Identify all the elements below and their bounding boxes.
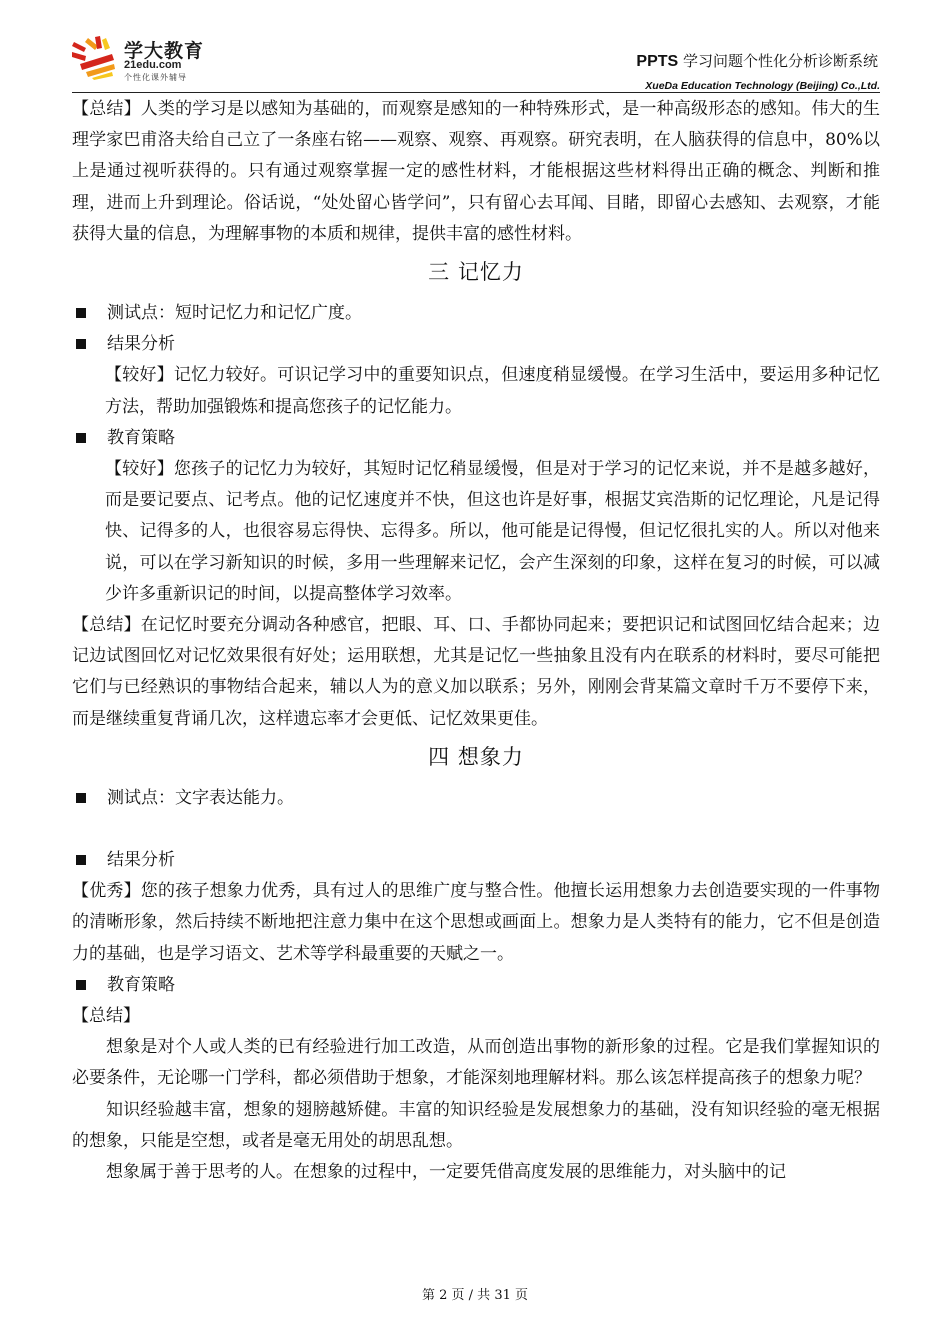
xueda-logo: [72, 32, 232, 84]
memory-result-text: 【较好】记忆力较好。可识记学习中的重要知识点，但速度稍显缓慢。在学习生活中，要运用多种记忆方法，帮助加强锻炼和提高您孩子的记忆能力。: [105, 365, 880, 417]
bullet-square-icon: [76, 855, 86, 865]
company-name: XueDa Education Technology (Beijing) Co.,Ltd.: [645, 80, 880, 92]
header-divider: [72, 92, 880, 93]
page-header: [72, 30, 880, 94]
xueda-logo-mark-icon: [72, 34, 118, 80]
imagination-paragraph-3: 想象属于善于思考的人。在想象的过程中，一定要凭借高度发展的思维能力，对头脑中的记: [106, 1162, 786, 1183]
section-title-memory: 三 记忆力: [428, 260, 524, 285]
logo-url: 21edu.com: [124, 59, 182, 71]
document-body: [72, 94, 880, 1188]
bullet-square-icon: [76, 339, 86, 349]
page-number: 第 2 页 / 共 31 页: [422, 1288, 528, 1303]
system-title-prefix: PPTS: [636, 53, 679, 70]
bullet-test-point: [72, 783, 880, 814]
imagination-summary-label: 【总结】: [72, 1006, 140, 1027]
bullet-text: 结果分析: [107, 334, 175, 355]
bullet-education-strategy: [72, 970, 880, 1001]
memory-summary: 【总结】在记忆时要充分调动各种感官，把眼、耳、口、手都协同起来；要把识记和试图回忆结合起来；边记边试图回忆对记忆效果很有好处；运用联想，尤其是记忆一些抽象且没有内在联系的材料时，要尽可能把它们与已经熟识的事物结合起来，辅以人为的意义加以联系；另外，刚刚会背某篇文章时千万不要停下来，而是继续重复背诵几次，这样遗忘率才会更低、记忆效果更佳。: [72, 615, 880, 729]
bullet-result-analysis: [72, 329, 880, 360]
imagination-result-text: 【优秀】您的孩子想象力优秀，具有过人的思维广度与整合性。他擅长运用想象力去创造要实现的一件事物的清晰形象，然后持续不断地把注意力集中在这个思想或画面上。想象力是人类特有的能力，它不但是创造力的基础，也是学习语文、艺术等学科最重要的天赋之一。: [72, 881, 880, 964]
logo-name: 学大教育: [124, 40, 205, 62]
system-title: [636, 50, 878, 71]
bullet-result-analysis: [72, 845, 880, 876]
bullet-square-icon: [76, 793, 86, 803]
imagination-paragraph-2: 知识经验越丰富，想象的翅膀越矫健。丰富的知识经验是发展想象力的基础，没有知识经验的毫无根据的想象，只能是空想，或者是毫无用处的胡思乱想。: [72, 1099, 880, 1151]
bullet-text: 测试点：短时记忆力和记忆广度。: [107, 303, 362, 324]
intro-summary: 【总结】人类的学习是以感知为基础的，而观察是感知的一种特殊形式，是一种高级形态的感知。伟大的生理学家巴甫洛夫给自己立了一条座右铭——观察、观察、再观察。研究表明，在人脑获得的信息中，80%以上是通过视听获得的。只有通过观察掌握一定的感性材料，才能根据这些材料得出正确的概念、判断和推理，进而上升到理论。俗话说，“处处留心皆学问”，只有留心去耳闻、目睹，即留心去感知、去观察，才能获得大量的信息，为理解事物的本质和规律，提供丰富的感性材料。: [72, 99, 880, 244]
bullet-text: 结果分析: [107, 850, 175, 871]
imagination-paragraph-1: 想象是对个人或人类的已有经验进行加工改造，从而创造出事物的新形象的过程。它是我们掌握知识的必要条件，无论哪一门学科，都必须借助于想象，才能深刻地理解材料。那么该怎样提高孩子的想象力呢？: [72, 1037, 880, 1089]
bullet-test-point: [72, 298, 880, 329]
bullet-education-strategy: [72, 423, 880, 454]
section-title-imagination: 四 想象力: [428, 744, 524, 769]
blank-line: [72, 814, 880, 845]
system-title-text: 学习问题个性化分析诊断系统: [678, 52, 878, 70]
bullet-text: 测试点：文字表达能力。: [107, 787, 294, 808]
bullet-square-icon: [76, 308, 86, 318]
bullet-text: 教育策略: [107, 427, 175, 448]
logo-slogan: 个性化课外辅导: [124, 73, 187, 82]
bullet-square-icon: [76, 980, 86, 990]
memory-strategy-text: 【较好】您孩子的记忆力为较好，其短时记忆稍显缓慢，但是对于学习的记忆来说，并不是越多越好，而是要记要点、记考点。他的记忆速度并不快，但这也许是好事，根据艾宾浩斯的记忆理论，凡是记得快、记得多的人，也很容易忘得快、忘得多。所以，他可能是记得慢，但记忆很扎实的人。所以对他来说，可以在学习新知识的时候，多用一些理解来记忆，会产生深刻的印象，这样在复习的时候，可以减少许多重新识记的时间，以提高整体学习效率。: [105, 459, 880, 604]
bullet-text: 教育策略: [107, 974, 175, 995]
bullet-square-icon: [76, 433, 86, 443]
